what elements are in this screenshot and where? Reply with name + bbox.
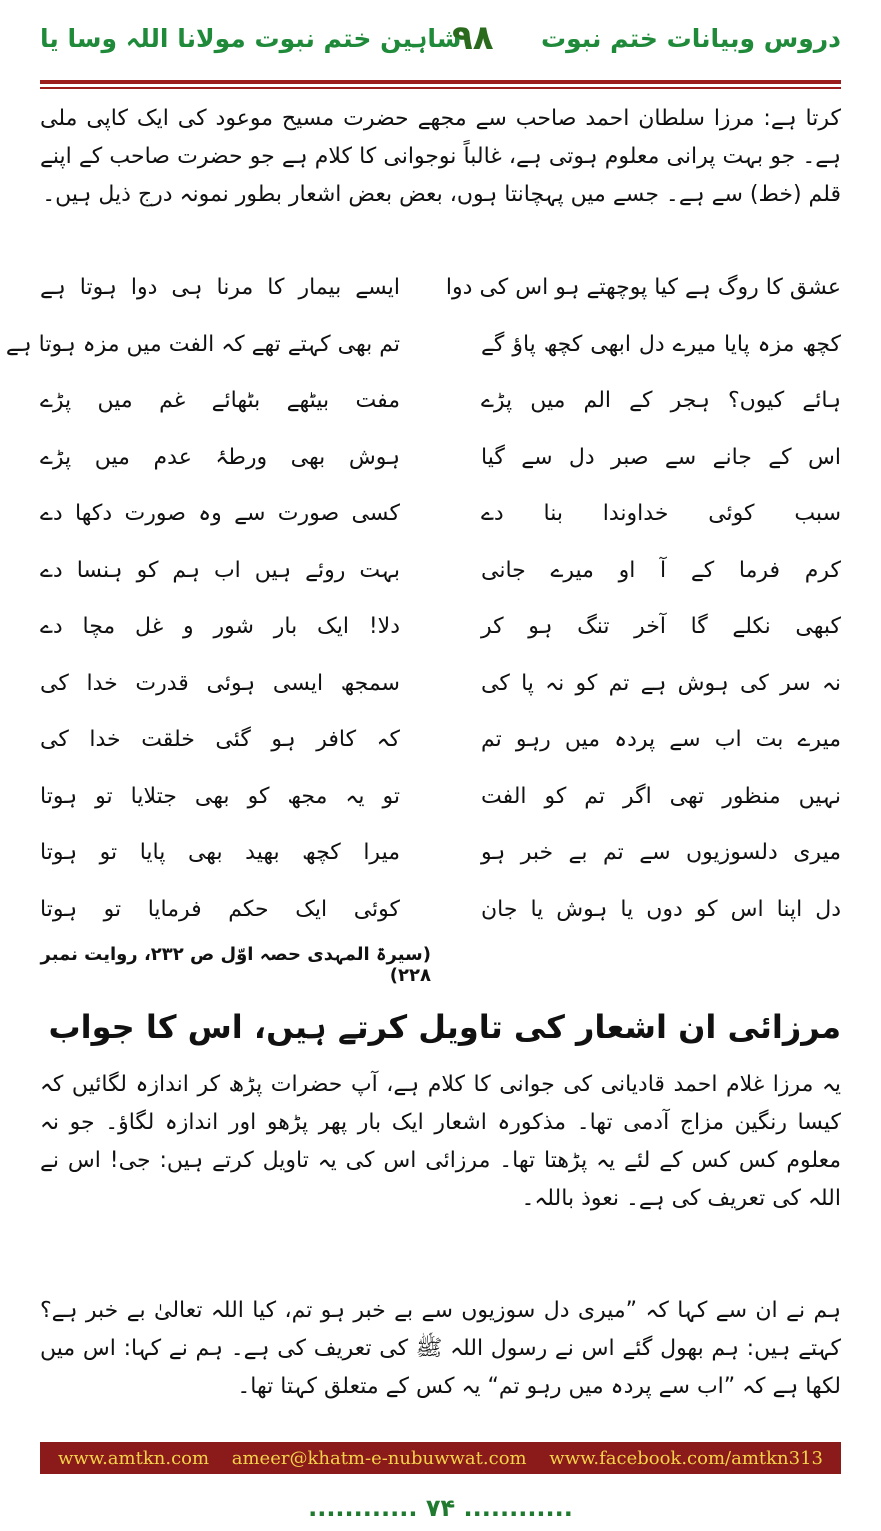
body-paragraph: ہم نے ان سے کہا کہ ”میری دل سوزیوں سے بے خبر ہو تم، کیا اللہ تعالیٰ بے خبر ہے؟ کہتے ہیں: ہم بھول گئے اس نے رسول اللہ ﷺ کی تعریف کی ہے۔ ہم نے کہا: اس میں لکھا ہے کہ ”اب سے پردہ میں رہو تم“ یہ کس کے متعلق کہتا تھا۔ <box>40 1298 841 1399</box>
poem-verse-first: اس کے جانے سے صبر دل سے گیا <box>481 444 841 470</box>
poem-couplet <box>40 551 841 608</box>
bottom-page-number: ............ ۷۴ ............ <box>308 1494 573 1522</box>
intro-paragraph: کرتا ہے: مرزا سلطان احمد صاحب سے مجھے حضرت مسیح موعود کی ایک کاپی ملی ہے۔ جو بہت پرانی معلوم ہوتی ہے، غالباً نوجوانی کا کلام ہے جو حضرت صاحب کے اپنے قلم (خط) سے ہے۔ جسے میں پہچانتا ہوں، بعض بعض اشعار بطور نمونہ درج ذیل ہیں۔ <box>40 106 841 207</box>
poem-couplet <box>40 890 841 947</box>
poem-couplet <box>40 720 841 777</box>
poem-verse-first: میری دلسوزیوں سے تم بے خبر ہو <box>481 840 841 865</box>
header-divider <box>40 80 841 84</box>
poem-verse-second: سمجھ ایسی ہوئی قدرت خدا کی <box>40 670 400 696</box>
poem-couplet <box>40 494 841 551</box>
poem-verse-second: کہ کافر ہو گئی خلقت خدا کی <box>40 727 400 752</box>
page-header <box>40 14 841 74</box>
poem-verse-first: کبھی نکلے گا آخر تنگ ہو کر <box>481 614 841 639</box>
poem-verse-second: بہت روئے ہیں اب ہم کو ہنسا دے <box>40 557 400 583</box>
author-name: شاہین ختم نبوت مولانا اللہ وسا یا <box>40 24 462 53</box>
poem-verse-first: نہیں منظور تھی اگر تم کو الفت <box>481 783 841 809</box>
poem-verse-first: نہ سر کی ہوش ہے تم کو نہ پا کی <box>481 670 841 696</box>
poem-couplet <box>40 381 841 438</box>
citation: (سیرۃ المہدی حصہ اوّل ص ۲۳۲، روایت نمبر ۲۲۸) <box>40 944 431 986</box>
poem-verse-second: کسی صورت سے وہ صورت دکھا دے <box>40 501 400 526</box>
poem-verse-second: تو یہ مجھ کو بھی جتلایا تو ہوتا <box>40 783 400 809</box>
poem-verse-first: کرم فرما کے آ او میرے جانی <box>481 557 841 583</box>
poem-couplet <box>5 325 841 382</box>
section-heading: مرزائی ان اشعار کی تاویل کرتے ہیں، اس کا جواب <box>48 1008 841 1046</box>
poem-verse-first: عشق کا روگ ہے کیا پوچھتے ہو اس کی دوا <box>445 275 841 300</box>
poem-verse-first: میرے بت اب سے پردہ میں رہو تم <box>481 727 841 752</box>
footer-bar <box>40 1442 841 1474</box>
poem-verse-second: مفت بیٹھے بٹھائے غم میں پڑے <box>40 388 400 413</box>
poem-verse-first: کچھ مزہ پایا میرے دل ابھی کچھ پاؤ گے <box>481 331 841 357</box>
poem <box>5 268 841 946</box>
poem-verse-second: تم بھی کہتے تھے کہ الفت میں مزہ ہوتا ہے <box>5 331 400 357</box>
facebook-link[interactable]: www.facebook.com/amtkn313 <box>549 1447 823 1469</box>
poem-verse-first: دل اپنا اس کو دوں یا ہوش یا جان <box>481 896 841 922</box>
poem-couplet <box>40 607 841 664</box>
poem-couplet <box>40 833 841 890</box>
poem-verse-second: ایسے بیمار کا مرنا ہی دوا ہوتا ہے <box>40 275 400 300</box>
page-number: ۹۸ <box>452 18 494 58</box>
poem-couplet <box>40 777 841 834</box>
website-link[interactable]: www.amtkn.com <box>58 1447 210 1469</box>
poem-verse-second: دلا! ایک بار شور و غل مچا دے <box>40 614 400 639</box>
poem-verse-second: کوئی ایک حکم فرمایا تو ہوتا <box>40 896 400 922</box>
poem-verse-first: ہائے کیوں؟ ہجر کے الم میں پڑے <box>481 388 841 413</box>
header-divider-thin <box>40 87 841 89</box>
email-link[interactable]: ameer@khatm-e-nubuwwat.com <box>231 1447 527 1469</box>
body-paragraph: یہ مرزا غلام احمد قادیانی کی جوانی کا کلام ہے، آپ حضرات پڑھ کر اندازہ لگائیں کہ کیسا رنگین مزاج آدمی تھا۔ مذکورہ اشعار ایک بار پھر پڑھو اور اندازہ لگاؤ۔ جو نہ معلوم کس کس کے لئے یہ پڑھتا تھا۔ مرزائی اس کی یہ تاویل کرتے ہیں: جی! اس نے اللہ کی تعریف کی ہے۔ نعوذ باللہ۔ <box>40 1072 841 1211</box>
poem-verse-second: میرا کچھ بھید بھی پایا تو ہوتا <box>40 840 400 865</box>
book-title: دروس وبیانات ختم نبوت <box>541 24 841 53</box>
poem-verse-first: سبب کوئی خداوندا بنا دے <box>481 501 841 526</box>
poem-couplet <box>40 438 841 495</box>
poem-couplet <box>40 664 841 721</box>
poem-couplet <box>40 268 841 325</box>
poem-verse-second: ہوش بھی ورطۂ عدم میں پڑے <box>40 444 400 470</box>
